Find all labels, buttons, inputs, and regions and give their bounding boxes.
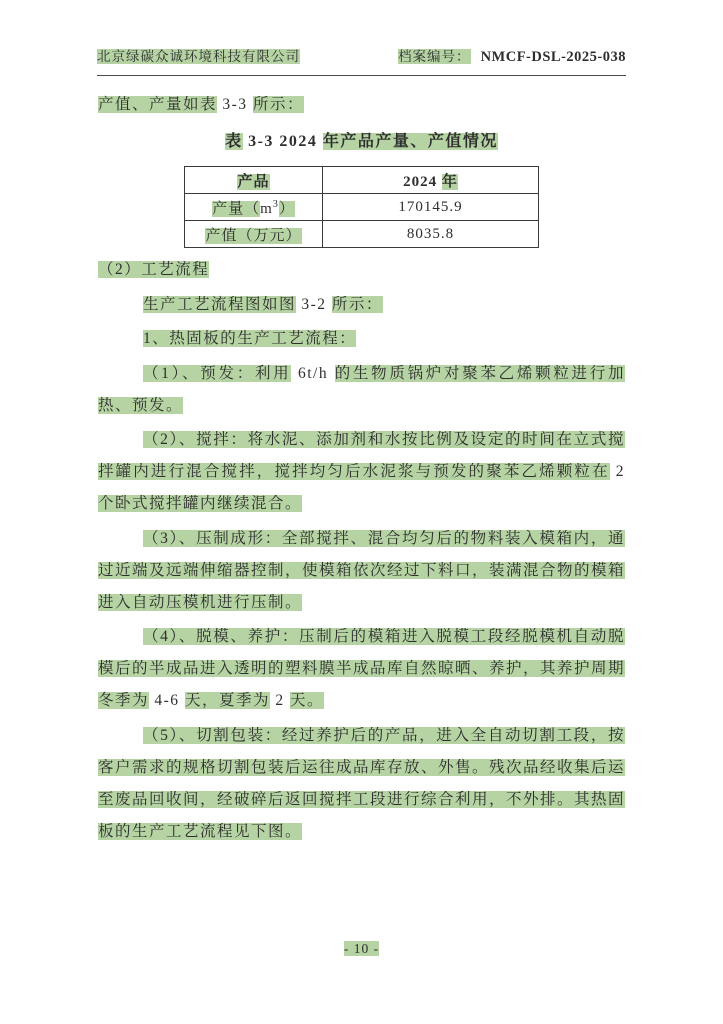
- highlighted-run: 表: [225, 133, 243, 150]
- body-paragraph: [98, 720, 625, 848]
- highlighted-run: 产品: [237, 173, 270, 190]
- text-run: 4-6: [149, 692, 185, 709]
- text-run: 2: [269, 692, 290, 709]
- body-paragraph: [98, 254, 625, 286]
- production-table-body: [185, 167, 539, 248]
- table-row: [185, 221, 539, 248]
- table-cell: [185, 167, 323, 194]
- table-cell: [185, 221, 323, 248]
- highlighted-run: （3）、压制成形：全部搅拌、混合均匀后的物料装入模箱内，通过近端及远端伸缩器控制，使模箱依次经过下料口，装满混合物的模箱进入自动压模机进行压制。: [98, 529, 626, 611]
- table-row: [185, 194, 539, 221]
- table-cell: [323, 167, 539, 194]
- body-paragraph: [98, 323, 625, 355]
- highlighted-run: （2）、搅拌：将水泥、添加剂和水按比例及设定的时间在立式搅拌罐内进行混合搅拌，搅拌均匀后水泥浆与预发的聚苯乙烯颗粒在: [98, 431, 625, 480]
- highlighted-run: （4）、脱模、养护：压制后的模箱进入脱模工段经脱模机自动脱模后的半成品进入透明的塑料膜半成品库自然晾晒、养护，其养护周期冬季为: [98, 628, 626, 709]
- body-paragraph: [98, 621, 625, 717]
- body-paragraph: [98, 289, 625, 321]
- highlighted-run: 天。: [289, 692, 324, 709]
- body-paragraphs: [98, 254, 625, 848]
- table-cell: [323, 221, 539, 248]
- text-run: NMCF-DSL-2025-038: [480, 49, 626, 65]
- highlighted-run: 产值（万元）: [205, 227, 302, 244]
- table-cell: [323, 194, 539, 221]
- highlighted-run: （2）工艺流程: [98, 261, 210, 278]
- text-run: m: [260, 200, 273, 217]
- highlighted-run: - 10 -: [343, 941, 380, 956]
- highlighted-run: 个卧式搅拌罐内继续混合。: [98, 495, 303, 512]
- intro-paragraph: [98, 93, 625, 117]
- highlighted-run: 所示：: [331, 295, 383, 313]
- highlighted-run: 的生物质锅炉对聚苯乙烯颗粒进行加热、预发。: [98, 364, 625, 414]
- text-run: 170145.9: [398, 198, 463, 215]
- highlighted-run: 档案编号：: [398, 49, 471, 64]
- highlighted-run: （1）、预发：利用: [142, 364, 292, 382]
- highlighted-run: ）: [278, 200, 295, 217]
- body-paragraph: [98, 358, 625, 422]
- body-paragraph: [98, 523, 625, 619]
- text-run: 2: [609, 463, 625, 480]
- highlighted-run: 年产品产量、产值情况: [322, 133, 498, 150]
- text-run: 3-3: [217, 96, 253, 113]
- text-run: 6t/h: [291, 364, 335, 382]
- highlighted-run: 产值、产量如表: [98, 96, 218, 113]
- company-name: [97, 45, 300, 65]
- highlighted-run: （5）、切割包装：经过养护后的产品，进入全自动切割工段，按客户需求的规格切割包装后运往成品库存放、外售。残次品经收集后运至废品回收间，经破碎后返回搅拌工段进行综合利用，不外排。其热固板的生产工艺流程见下图。: [98, 726, 626, 840]
- highlighted-run: 年: [441, 173, 458, 190]
- body-paragraph: [98, 424, 625, 520]
- text-run: 8035.8: [406, 225, 455, 242]
- highlighted-run: 生产工艺流程图如图: [142, 295, 296, 313]
- table-cell: [185, 194, 323, 221]
- document-body: [98, 93, 625, 848]
- page-header: [97, 0, 626, 76]
- table-title: [98, 130, 625, 154]
- table-header-row: [185, 167, 539, 194]
- text-run: 3-2: [295, 295, 332, 313]
- text-run: 2024: [403, 173, 442, 190]
- production-table: [184, 166, 539, 248]
- highlighted-run: 北京绿碳众诚环境科技有限公司: [97, 49, 300, 64]
- highlighted-run: 所示：: [252, 96, 304, 113]
- archive-number: [398, 45, 626, 66]
- highlighted-run: 1、热固板的生产工艺流程：: [142, 330, 357, 347]
- highlighted-run: 产量（: [212, 200, 261, 217]
- text-run: 3: [272, 198, 279, 210]
- highlighted-run: 天，夏季为: [184, 692, 270, 709]
- text-run: 3-3 2024: [242, 133, 323, 150]
- page-number: [0, 941, 723, 957]
